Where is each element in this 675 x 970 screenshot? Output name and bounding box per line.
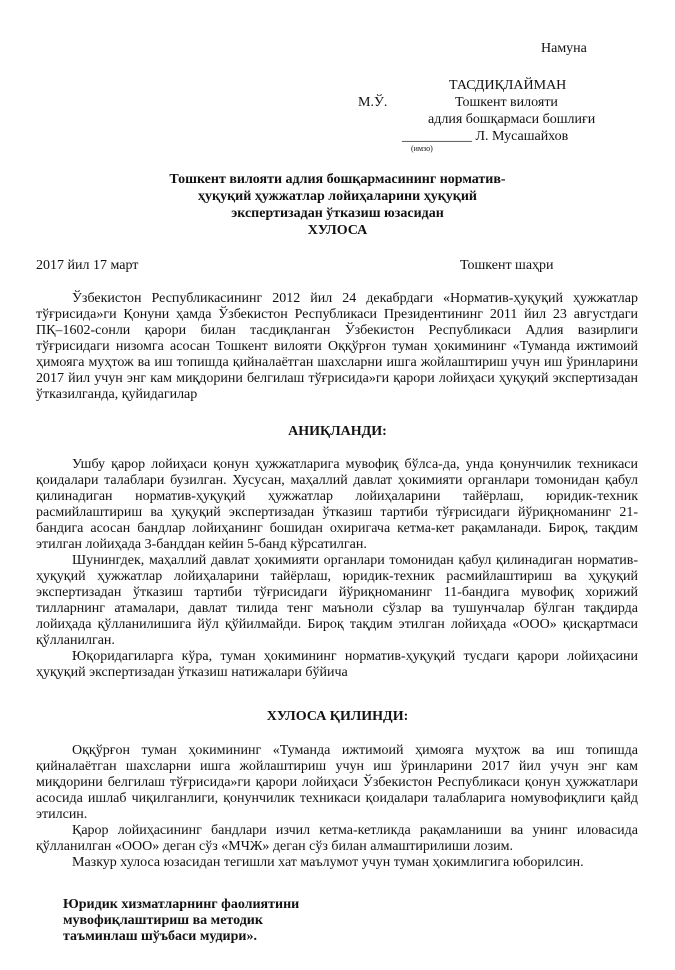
document-date: 2017 йил 17 март: [36, 258, 139, 273]
title-line-1: Тошкент вилояти адлия бошқармасининг норматив-: [169, 172, 506, 187]
conclusion-paragraph: Оққўрғон туман ҳокимининг «Туманда ижтимоий ҳимояга муҳтож ва иш топишда қийналаётган шахсларни ишга жойлаштириш учун иш ўринларини 2017 йил учун энг кам миқдорини белгилаш тўғрисида»ги қарори лойиҳаси Ўзбекистон Республикаси қонун ҳужжатлари асосида ишлаб чиқилганлиги, қонунчилик техникаси қоидалари талабларига номувофиқлиги қайд этилсин.: [36, 743, 638, 822]
approver-line-2: адлия бошқармаси бошлиғи: [428, 112, 596, 127]
title-line-3: экспертизадан ўтказиш юзасидан: [231, 206, 444, 221]
signature-hint: (имзо): [411, 144, 433, 153]
signature-block: [63, 897, 299, 945]
signature-line-1: Юридик хизматларнинг фаолиятини: [63, 897, 300, 912]
conclusion-block: [36, 743, 638, 871]
findings-paragraph: Шунингдек, маҳаллий давлат ҳокимияти органлари томонидан қабул қилинадиган норматив-ҳуқуқий ҳужжатлар лойиҳаларини тайёрлаш, юридик-техник расмийлаштириш ва ҳуқуқий экспертизадан ўтказиш тартиби тўғрисидаги йўриқноманинг 11-бандига мувофиқ хорижий тилларнинг атамалари, давлат тилида тенг маъноли сўзлар ва тушунчалар бўлган тақдирда лойиҳада қўлланилишига йўл қўйилмайди. Бироқ тақдим этилган лойиҳада «ООО» қисқартмаси қўлланилган.: [36, 553, 638, 648]
conclusion-paragraph: Мазкур хулоса юзасидан тегишли хат маълумот учун туман ҳокимлигига юборилсин.: [72, 855, 584, 870]
approve-heading: ТАСДИҚЛАЙМАН: [449, 78, 567, 93]
signature-line: __________ Л. Мусашайхов: [402, 129, 569, 144]
findings-block: [36, 457, 638, 681]
document-type: ХУЛОСА: [307, 223, 368, 238]
signature-line-3: таъминлаш шўъбаси мудири».: [63, 929, 257, 944]
document-place: Тошкент шаҳри: [460, 258, 554, 273]
signature-line-2: мувофиқлаштириш ва методик: [63, 913, 263, 928]
findings-paragraph: Юқоридагиларга кўра, туман ҳокимининг норматив-ҳуқуқий тусдаги қарори лойиҳасини ҳуқуқий экспертизадан ўтказиш натижалари бўйича: [36, 649, 638, 680]
sample-label: Намуна: [541, 41, 587, 56]
section-heading-findings: АНИҚЛАНДИ:: [288, 424, 387, 439]
title-line-2: ҳуқуқий ҳужжатлар лойиҳаларини ҳуқуқий: [198, 189, 477, 204]
stamp-place-label: М.Ў.: [358, 95, 388, 110]
intro-paragraph: Ўзбекистон Республикасининг 2012 йил 24 декабрдаги «Норматив-ҳуқуқий ҳужжатлар тўғрисида»ги Қонуни ҳамда Ўзбекистон Республикаси Президентининг 2011 йил 23 августдаги ПҚ–1602-сонли қарори билан тасдиқланган Ўзбекистон Республикаси Адлия вазирлиги тўғрисидаги низомга асосан Тошкент вилояти Оққўрғон туман ҳокимининг «Туманда ижтимоий ҳимояга муҳтож ва иш топишда қийналаётган шахсларни ишга жойлаштириш учун иш ўринларини 2017 йил учун энг кам миқдорини белгилаш тўғрисида»ги қарори лойиҳаси ҳуқуқий экспертизадан ўтказилганда, қуйидагилар: [36, 291, 638, 402]
findings-paragraph: Ушбу қарор лойиҳаси қонун ҳужжатларига мувофиқ бўлса-да, унда қонунчилик техникаси қоидалари талаблари бузилган. Хусусан, маҳаллий давлат ҳокимияти органлари томонидан қабул қилинадиган норматив-ҳуқуқий ҳужжатлар лойиҳаларини тайёрлаш, юридик-техник расмийлаштириш ва ҳуқуқий экспертизадан ўтказиш тартиби тўғрисидаги йўриқноманинг 21-бандига асосан бандлар лойиҳанинг бошидан охиригача кетма-кет рақамланади. Бироқ, тақдим этилган лойиҳада 3-банддан кейин 5-банд кўрсатилган.: [36, 457, 638, 552]
approver-line-1: Тошкент вилояти: [455, 95, 558, 110]
intro-block: [36, 291, 638, 403]
section-heading-conclusion: ХУЛОСА ҚИЛИНДИ:: [266, 709, 409, 724]
conclusion-paragraph: Қарор лойиҳасининг бандлари изчил кетма-кетликда рақамланиши ва унинг иловасида қўлланилган «ООО» деган сўз «МЧЖ» деган сўз билан алмаштирилиши лозим.: [36, 823, 638, 854]
